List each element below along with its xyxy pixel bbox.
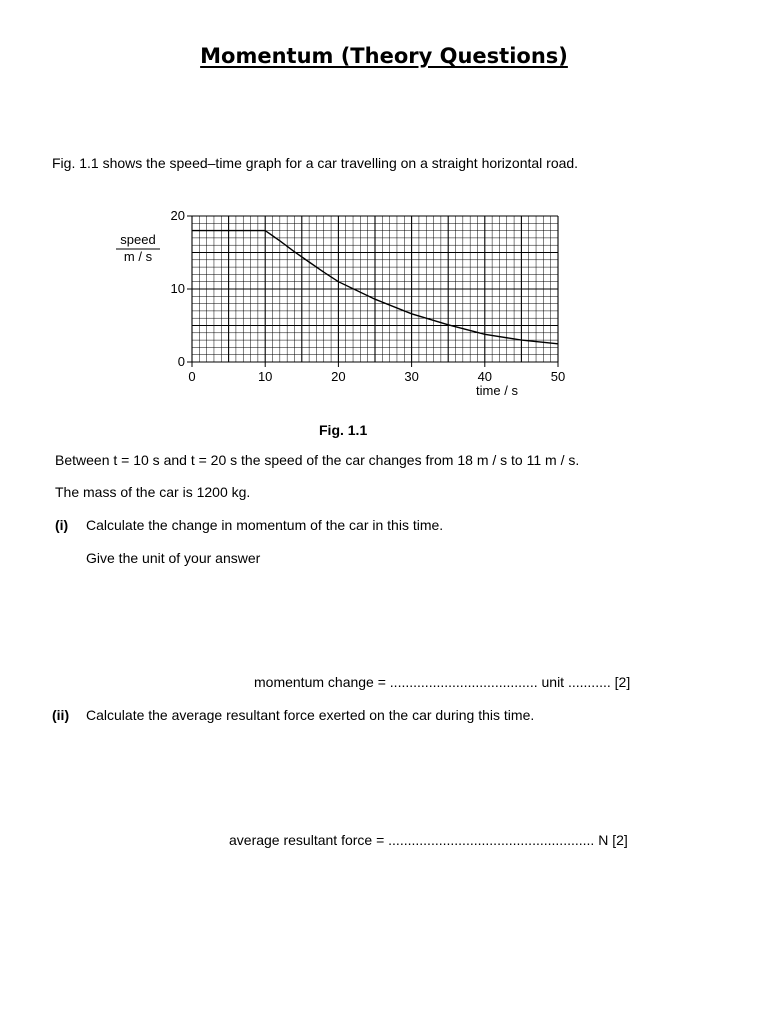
page-title: Momentum (Theory Questions) (200, 44, 568, 68)
y-axis-label-top: speed (120, 232, 156, 247)
intro-text: Fig. 1.1 shows the speed–time graph for a car travelling on a straight horizontal road. (52, 155, 579, 171)
x-tick-label: 0 (188, 369, 196, 384)
x-axis-label: time / s (476, 383, 518, 398)
marks-i: [2] (614, 674, 631, 690)
question-i-subtext: Give the unit of your answer (86, 550, 261, 566)
statement-mass: The mass of the car is 1200 kg. (55, 484, 251, 500)
answer-line-momentum (254, 674, 630, 690)
question-i-text: Calculate the change in momentum of the car in this time. (86, 517, 444, 533)
y-tick-label: 20 (170, 208, 185, 223)
speed-time-graph (0, 0, 768, 420)
axis-ticks (187, 216, 558, 367)
question-i-number: (i) (55, 517, 69, 533)
unit-answer-blank[interactable]: ........... (567, 674, 611, 690)
x-tick-label: 50 (550, 369, 566, 384)
y-axis-label-bottom: m / s (123, 249, 153, 264)
momentum-answer-label: momentum change = (254, 674, 386, 690)
x-tick-label: 30 (404, 369, 419, 384)
force-unit: N (598, 832, 609, 848)
y-tick-label: 0 (177, 354, 185, 369)
figure-caption: Fig. 1.1 (319, 422, 368, 438)
x-tick-label: 10 (257, 369, 273, 384)
statement-speed-change: Between t = 10 s and t = 20 s the speed of the car changes from 18 m / s to 11 m / s. (55, 452, 580, 468)
x-tick-label: 40 (477, 369, 493, 384)
question-ii-text: Calculate the average resultant force exerted on the car during this time. (86, 707, 535, 723)
marks-ii: [2] (612, 832, 628, 848)
unit-label: unit (541, 674, 565, 690)
momentum-answer-blank[interactable]: ...................................... (389, 674, 538, 690)
x-tick-label: 20 (331, 369, 346, 384)
question-ii-number: (ii) (52, 707, 70, 723)
answer-line-force (229, 832, 628, 848)
force-answer-label: average resultant force = (229, 832, 385, 848)
y-tick-label: 10 (170, 281, 185, 296)
force-answer-blank[interactable]: ..................................................... (388, 832, 595, 848)
